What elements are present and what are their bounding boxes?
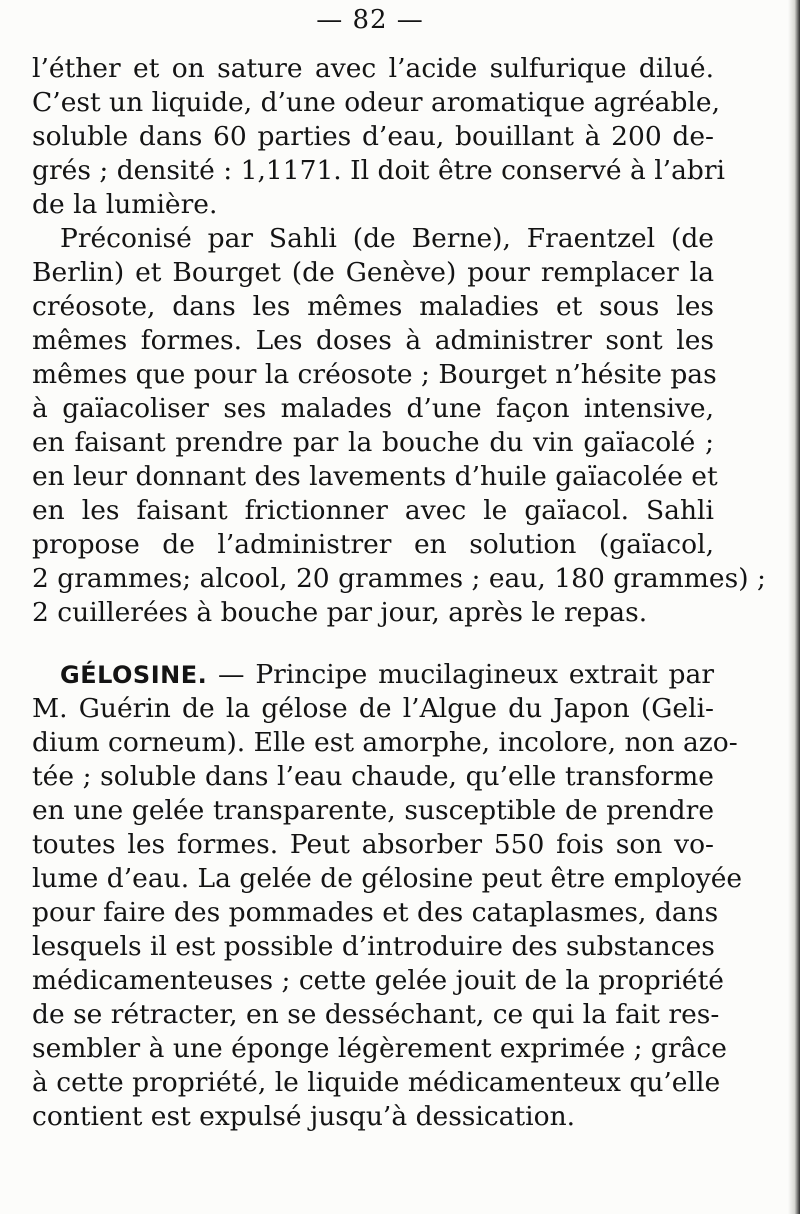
text-line: en leur donnant des lavements d’huile gaïacolée et: [32, 461, 718, 492]
text-line: l’éther et on sature avec l’acide sulfurique dilué.: [32, 53, 714, 84]
text-line: à gaïacoliser ses malades d’une façon intensive,: [32, 393, 714, 424]
text-line: soluble dans 60 parties d’eau, bouillant à 200 de-: [32, 121, 714, 152]
text-line: Préconisé par Sahli (de Berne), Fraentzel (de: [60, 223, 714, 254]
entry-gelosine: [32, 658, 743, 1134]
text-line: mêmes que pour la créosote ; Bourget n’hésite pas: [32, 359, 717, 390]
text-line: en une gelée transparente, susceptible de prendre: [32, 795, 714, 826]
text-line: en faisant prendre par la bouche du vin gaïacolé ;: [32, 427, 714, 458]
text-line: de la lumière.: [32, 189, 218, 220]
text-line: tée ; soluble dans l’eau chaude, qu’elle transforme: [32, 761, 714, 792]
text-line: 2 grammes; alcool, 20 grammes ; eau, 180 grammes) ;: [32, 563, 766, 594]
text-line: dium corneum). Elle est amorphe, incolore, non azo-: [32, 727, 738, 758]
text-line: pour faire des pommades et des cataplasmes, dans: [32, 897, 719, 928]
text-line: Berlin) et Bourget (de Genève) pour remplacer la: [32, 257, 714, 288]
text-line: lume d’eau. La gelée de gélosine peut être employée: [32, 863, 743, 894]
text-line: grés ; densité : 1,1171. Il doit être conservé à l’abri: [32, 155, 726, 186]
text-line: mêmes formes. Les doses à administrer sont les: [32, 325, 714, 356]
paragraph-ether-continuation: [32, 52, 726, 222]
page-body: [32, 52, 766, 1134]
paragraph-gap: [32, 630, 714, 658]
page-edge-shadow: [788, 0, 800, 1214]
text-line: médicamenteuses ; cette gelée jouit de la propriété: [32, 965, 724, 996]
text-line: M. Guérin de la gélose de l’Algue du Japon (Geli-: [32, 693, 714, 724]
paragraph-preconise: [32, 222, 766, 630]
text-line: propose de l’administrer en solution (gaïacol,: [32, 529, 714, 560]
text-line: de se rétracter, en se desséchant, ce qui la fait res-: [32, 999, 720, 1030]
text-line: créosote, dans les mêmes maladies et sous les: [32, 291, 714, 322]
text-line: C’est un liquide, d’une odeur aromatique agréable,: [32, 87, 721, 118]
entry-first-line: [32, 658, 714, 692]
text-line: sembler à une éponge légèrement exprimée ; grâce: [32, 1033, 727, 1064]
text-line: contient est expulsé jusqu’à dessication.: [32, 1101, 576, 1132]
text-line: 2 cuillerées à bouche par jour, après le repas.: [32, 597, 648, 628]
page-number: — 82 —: [316, 5, 424, 35]
entry-first-line-text: — Principe mucilagineux extrait par: [218, 659, 714, 690]
text-line: à cette propriété, le liquide médicamenteux qu’elle: [32, 1067, 721, 1098]
text-line: en les faisant frictionner avec le gaïacol. Sahli: [32, 495, 714, 526]
text-line: toutes les formes. Peut absorber 550 fois son vo-: [32, 829, 714, 860]
text-line: lesquels il est possible d’introduire des substances: [32, 931, 715, 962]
entry-term: GÉLOSINE.: [60, 661, 208, 689]
